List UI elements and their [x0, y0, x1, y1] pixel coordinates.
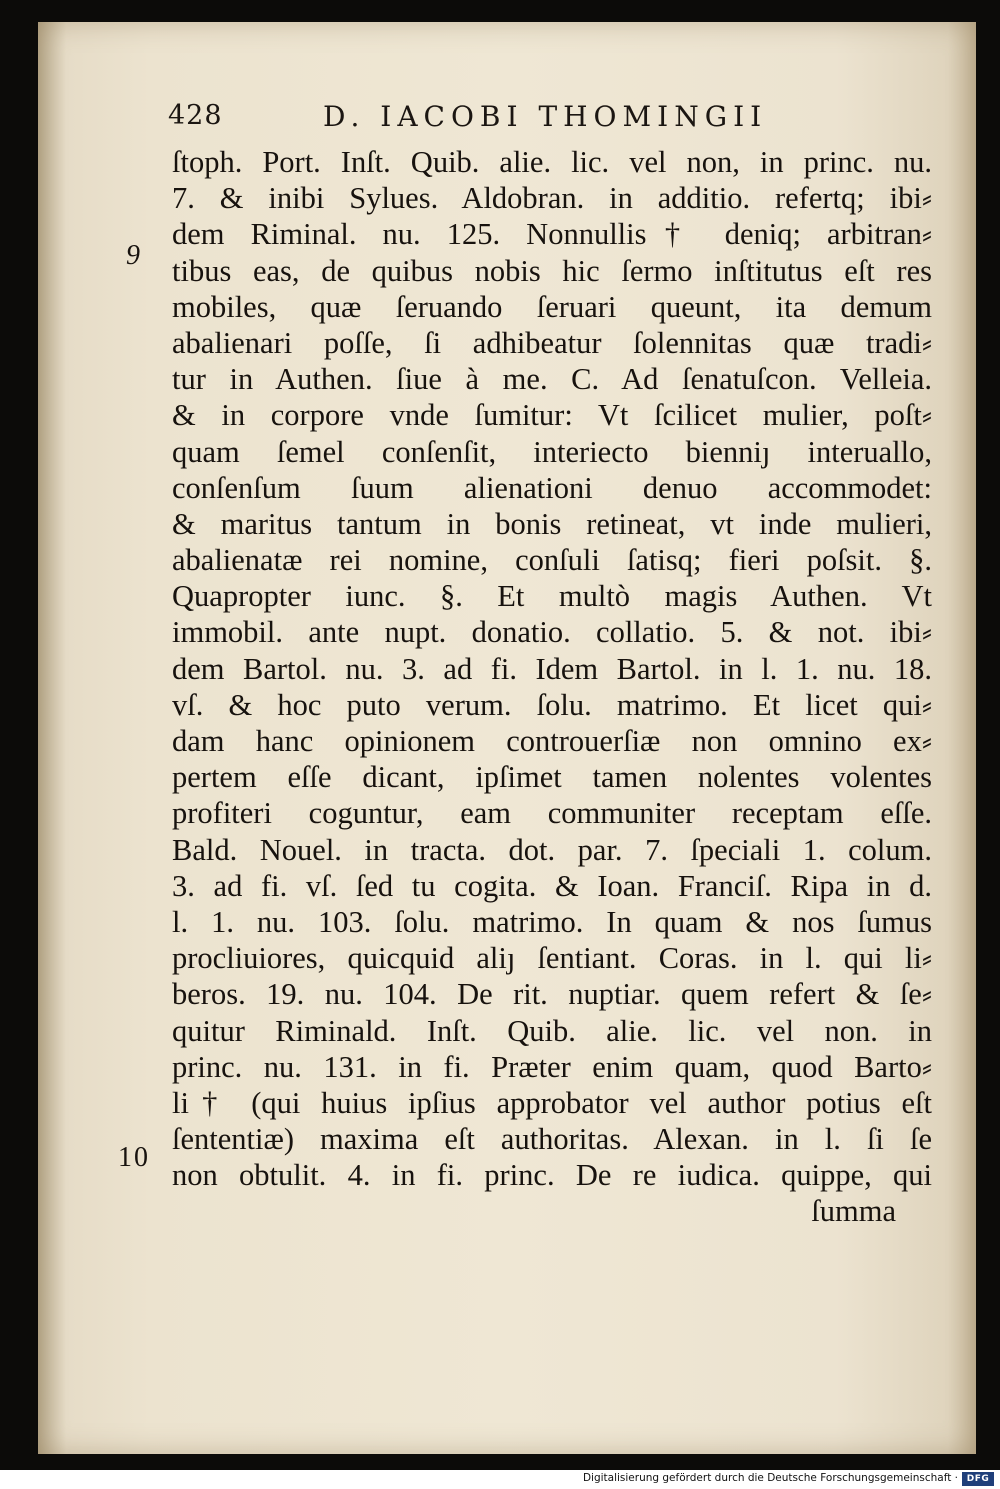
- text-line: pertem eſſe dicant, ipſimet tamen nolentes volentes: [172, 760, 932, 795]
- text-line: tur in Authen. ſiue à me. C. Ad ſenatuſcon. Velleia.: [172, 362, 932, 397]
- text-line: princ. nu. 131. in fi. Præter enim quam, quod Barto⸗: [172, 1049, 932, 1084]
- text-line: mobiles, quæ ſeruando ſeruari queunt, ita demum: [172, 289, 932, 324]
- text-line: beros. 19. nu. 104. De rit. nuptiar. quem refert & ſe⸗: [172, 977, 932, 1012]
- text-line: & in corpore vnde ſumitur: Vt ſcilicet mulier, poſt⸗: [172, 398, 932, 433]
- text-line: profiteri coguntur, eam communiter receptam eſſe.: [172, 796, 932, 831]
- dfg-logo: DFG: [962, 1472, 994, 1486]
- text-line: non obtulit. 4. in fi. princ. De re iudica. quippe, qui: [172, 1158, 932, 1193]
- text-line: dem Bartol. nu. 3. ad fi. Idem Bartol. in l. 1. nu. 18.: [172, 651, 932, 686]
- text-line: 7. & inibi Sylues. Aldobran. in additio. refertq; ibi⸗: [172, 181, 932, 216]
- text-line: quam ſemel conſenſit, interiecto bienniȷ interuallo,: [172, 434, 932, 469]
- text-line: li† (qui huius ipſius approbator vel author potius eſt: [172, 1085, 932, 1120]
- text-line: ſententiæ) maxima eſt authoritas. Alexan. in l. ſi ſe: [172, 1122, 932, 1157]
- footer-bar: [0, 1470, 1000, 1489]
- text-line: abalienatæ rei nomine, conſuli ſatisq; fieri poſsit. §.: [172, 543, 932, 578]
- text-line: Quapropter iunc. §. Et multò magis Authen. Vt: [172, 579, 932, 614]
- text-line: dam hanc opinionem controuerſiæ non omnino ex⸗: [172, 724, 932, 758]
- page-header: [168, 100, 868, 140]
- text-line: conſenſum ſuum alienationi denuo accommodet:: [172, 470, 932, 505]
- catchword: ſumma: [811, 1194, 896, 1229]
- margin-number: 10: [118, 1142, 150, 1173]
- running-head: D. IACOBI THOMINGII: [323, 100, 768, 133]
- page-number: 428: [168, 100, 223, 131]
- text-line: vſ. & hoc puto verum. ſolu. matrimo. Et licet qui⸗: [172, 687, 932, 722]
- text-line: dem Riminal. nu. 125. Nonnullis† deniq; arbitran⸗: [172, 217, 932, 252]
- text-line: l. 1. nu. 103. ſolu. matrimo. In quam & nos ſumus: [172, 904, 932, 939]
- text-line: & maritus tantum in bonis retineat, vt inde mulieri,: [172, 506, 932, 541]
- text-line: immobil. ante nupt. donatio. collatio. 5. & not. ibi⸗: [172, 615, 932, 650]
- book-page: [38, 22, 976, 1454]
- text-line: procliuiores, quicquid aliȷ ſentiant. Coras. in l. qui li⸗: [172, 941, 932, 976]
- text-line: abalienari poſſe, ſi adhibeatur ſolennitas quæ tradi⸗: [172, 325, 932, 360]
- text-line: 3. ad fi. vſ. ſed tu cogita. & Ioan. Franciſ. Ripa in d.: [172, 868, 932, 903]
- funding-credit: Digitalisierung gefördert durch die Deutsche Forschungsgemeinschaft ·: [582, 1472, 958, 1484]
- text-line: ſtoph. Port. Inſt. Quib. alie. lic. vel non, in princ. nu.: [172, 145, 932, 179]
- text-line: Bald. Nouel. in tracta. dot. par. 7. ſpeciali 1. colum.: [172, 832, 932, 867]
- text-line: tibus eas, de quibus nobis hic ſermo inſtitutus eſt res: [172, 253, 932, 288]
- margin-number: 9: [126, 240, 140, 271]
- text-line: quitur Riminald. Inſt. Quib. alie. lic. vel non. in: [172, 1013, 932, 1048]
- body-text: [172, 144, 932, 1230]
